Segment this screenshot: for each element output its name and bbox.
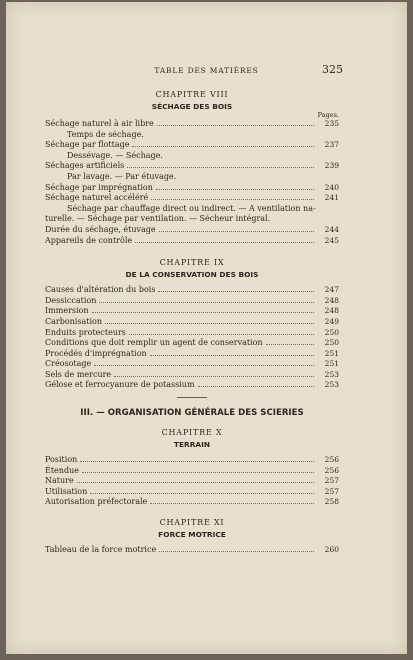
dot-leader [135, 242, 314, 243]
toc-entry-page: 241 [324, 193, 339, 203]
dot-leader [159, 551, 314, 552]
toc-entry-title: Temps de séchage. [67, 129, 144, 139]
running-title: TABLE DES MATIÈRES [154, 66, 259, 75]
toc-entry [45, 172, 339, 183]
dot-leader [99, 302, 314, 303]
page-number: 325 [322, 63, 343, 76]
toc-entry-title: Séchage naturel à air libre [45, 119, 154, 128]
toc-entry [45, 161, 339, 172]
dot-leader [90, 493, 314, 494]
toc-entry-title: Carbonisation [45, 316, 102, 326]
toc-entry-page: 250 [324, 327, 339, 337]
toc-entry-title: Causes d'altération du bois [45, 285, 156, 295]
dot-leader [132, 146, 314, 147]
toc-entry-page: 251 [324, 348, 339, 358]
toc-entry-page: 248 [324, 295, 339, 305]
toc-entry-page: 249 [324, 316, 339, 326]
toc-entry [45, 119, 339, 130]
chapter-10-title: TERRAIN [173, 440, 211, 450]
toc-entry [45, 349, 339, 360]
chapter-9-label: CHAPITRE IX [159, 258, 225, 268]
toc-entry [45, 317, 339, 328]
toc-entry-title: Dessévage. — Séchage. [67, 150, 163, 160]
toc-entry-page: 251 [324, 359, 339, 369]
section-divider [177, 397, 207, 398]
toc-entry [45, 130, 339, 141]
dot-leader [150, 355, 314, 356]
toc-entry-page: 258 [324, 497, 339, 507]
toc-entry-title: Autorisation préfectorale [45, 497, 148, 507]
dot-leader [80, 461, 314, 462]
dot-leader [159, 231, 314, 232]
toc-entry [45, 497, 339, 508]
chapter-11-title: FORCE MOTRICE [158, 530, 226, 540]
toc-entry [45, 370, 339, 381]
toc-entry-title: Procédés d'imprégnation [45, 348, 147, 358]
toc-entry-title: Dessiccation [45, 295, 97, 305]
toc-entry-title: Étendue [45, 465, 79, 475]
toc-entry [45, 487, 339, 498]
toc-entry-title: Nature [45, 476, 74, 486]
toc-entry-page: 244 [324, 224, 339, 234]
toc-entry-title: Séchage par imprégnation [45, 182, 153, 192]
dot-leader [157, 125, 314, 126]
toc-entry-title: Immersion [45, 306, 89, 316]
dot-leader [158, 291, 314, 292]
toc-entry-title: Séchage par flottage [45, 140, 130, 150]
toc-entry-title: Séchage par chauffage direct ou indirect. — A ventilation na- [67, 203, 316, 213]
dot-leader [266, 344, 314, 345]
toc-entry [45, 455, 339, 466]
toc-entry [45, 151, 339, 162]
toc-entry-title: Conditions que doit remplir un agent de conservation [45, 338, 263, 348]
toc-entry-page: 257 [324, 486, 339, 496]
toc-entry-page: 256 [324, 455, 339, 465]
toc-entry [45, 140, 339, 151]
chapter-11-entries [45, 545, 339, 556]
toc-entry-page: 257 [324, 476, 339, 486]
toc-entry [45, 193, 339, 204]
dot-leader [127, 167, 314, 168]
chapter-8-label: CHAPITRE VIII [155, 90, 229, 99]
dot-leader [156, 189, 314, 190]
toc-entry-page: 260 [324, 545, 339, 555]
chapter-10-entries [45, 455, 339, 508]
toc-entry-page: 248 [324, 306, 339, 316]
dot-leader [198, 386, 314, 387]
toc-entry [45, 183, 339, 194]
toc-entry [45, 380, 339, 391]
chapter-9-entries [45, 285, 339, 391]
chapter-8-entries [45, 119, 339, 246]
toc-entry-page: 240 [324, 182, 339, 192]
toc-entry-page: 253 [324, 369, 339, 379]
pages-column-label: Pages. [317, 111, 339, 119]
chapter-8-title: SÉCHAGE DES BOIS [151, 102, 233, 111]
toc-entry-title: Tableau de la force motrice [45, 545, 157, 555]
toc-entry-title: Appareils de contrôle [45, 235, 133, 245]
dot-leader [129, 334, 314, 335]
toc-entry [45, 225, 339, 236]
toc-entry-title: Enduits protecteurs [45, 327, 126, 337]
toc-entry [45, 296, 339, 307]
toc-entry [45, 285, 339, 296]
dot-leader [94, 365, 314, 366]
dot-leader [114, 376, 314, 377]
dot-leader [150, 503, 314, 504]
dot-leader [77, 482, 314, 483]
toc-entry-title: Gélose et ferrocyanure de potassium [45, 380, 195, 390]
dot-leader [82, 472, 314, 473]
chapter-11-label: CHAPITRE XI [159, 518, 225, 528]
toc-entry-page: 250 [324, 338, 339, 348]
toc-entry-title: Créosotage [45, 359, 92, 369]
toc-entry-title: Séchages artificiels [45, 161, 125, 171]
book-page [6, 2, 407, 654]
toc-entry-page: 235 [324, 119, 339, 128]
toc-entry-title: Position [45, 455, 78, 465]
toc-entry-title: turelle. — Séchage par ventilation. — Sécheur intégral. [45, 214, 271, 224]
toc-entry [45, 545, 339, 556]
toc-entry-page: 245 [324, 235, 339, 245]
dot-leader [105, 323, 314, 324]
toc-entry [45, 476, 339, 487]
chapter-9-title: DE LA CONSERVATION DES BOIS [125, 270, 259, 280]
dot-leader [151, 199, 314, 200]
toc-entry [45, 328, 339, 339]
toc-entry [45, 204, 339, 215]
toc-entry-title: Sels de mercure [45, 369, 112, 379]
toc-entry-title: Par lavage. — Par étuvage. [67, 171, 177, 181]
toc-entry-title: Utilisation [45, 486, 88, 496]
chapter-10-label: CHAPITRE X [161, 428, 223, 438]
toc-content [45, 82, 339, 556]
dot-leader [92, 312, 314, 313]
toc-entry-page: 253 [324, 380, 339, 390]
toc-entry [45, 338, 339, 349]
toc-entry [45, 214, 339, 225]
toc-entry [45, 359, 339, 370]
toc-entry-page: 247 [324, 285, 339, 295]
toc-entry-title: Séchage naturel accéléré [45, 193, 149, 203]
toc-entry-page: 239 [324, 161, 339, 171]
running-header [6, 63, 407, 80]
toc-entry-page: 256 [324, 465, 339, 475]
toc-entry [45, 306, 339, 317]
toc-entry [45, 236, 339, 247]
section-3-title: III. — ORGANISATION GÉNÉRALE DES SCIERIES [80, 408, 304, 419]
toc-entry [45, 466, 339, 477]
toc-entry-page: 237 [324, 140, 339, 150]
toc-entry-title: Durée du séchage, étuvage [45, 224, 156, 234]
